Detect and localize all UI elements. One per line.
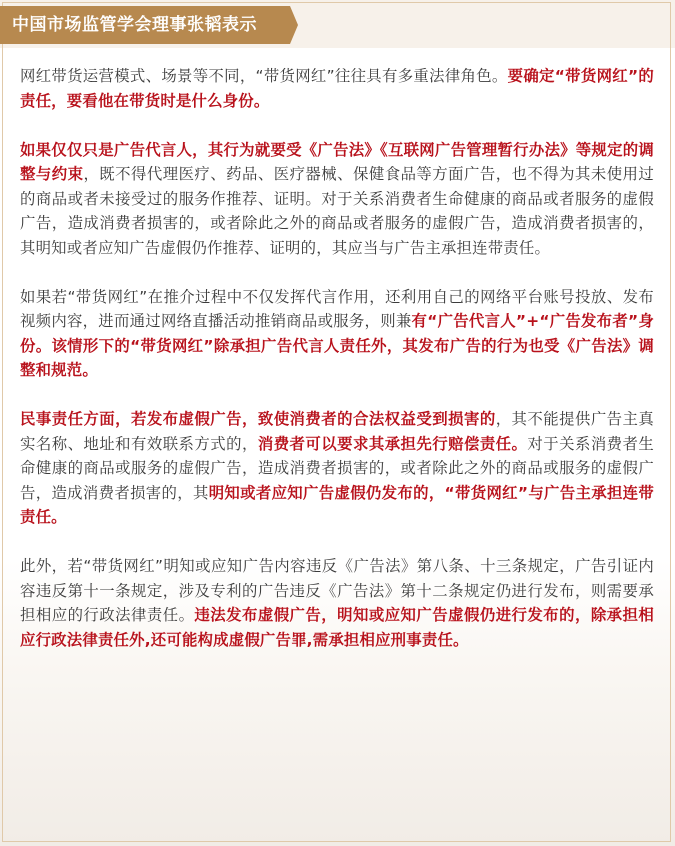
highlight-text: 如果仅仅只是广告代言人，其行为就要受《广告法》《互联网广告管理暂行办法》等规定的调整与约束 [20,140,654,183]
paragraph [20,285,654,383]
paragraph [20,407,654,530]
text-run: 如果若“带货网红”在推介过程中不仅发挥代言作用，还利用自己的网络平台账号投放、发布视频内容，进而通过网络直播活动推销商品或服务，则兼 [20,287,654,330]
highlight-text: 要确定“带货网红”的责任，要看他在带货时是什么身份。 [20,67,654,110]
text-run: ，其不能提供广告主真实名称、地址和有效联系方式的， [20,410,654,453]
text-run: 此外，若“带货网红”明知或应知广告内容违反《广告法》第八条、十三条规定，广告引证内容违反第十一条规定，涉及专利的广告违反《广告法》第十二条规定仍进行发布，则需要承担相应的行政法律责任。 [20,557,654,624]
paragraph [20,64,654,113]
highlight-text: 违法发布虚假广告，明知或应知广告虚假仍进行发布的，除承担相应行政法律责任外,还可能构成虚假广告罪,需承担相应刑事责任。 [20,606,654,649]
highlight-text: 民事责任方面，若发布虚假广告，致使消费者的合法权益受到损害的 [20,410,496,428]
highlight-text: 明知或者应知广告虚假仍发布的，“带货网红”与广告主承担连带责任。 [20,483,654,526]
page-title: 中国市场监管学会理事张韬表示 [12,15,257,35]
highlight-text: 有“广告代言人”+“广告发布者”身份。该情形下的“带货网红”除承担广告代言人责任外，其发布广告的行为也受《广告法》调整和规范。 [20,312,654,379]
highlight-text: 消费者可以要求其承担先行赔偿责任。 [257,434,528,453]
paragraph [20,138,654,261]
text-run: ，既不得代理医疗、药品、医疗器械、保健食品等方面广告，也不得为其未使用过的商品或者未接受过的服务作推荐、证明。对于关系消费者生命健康的商品或者服务的虚假广告，造成消费者损害的，或者除此之外的商品或者服务的虚假广告，造成消费者损害的，其明知或者应知广告虚假仍作推荐、证明的，其应当与广告主承担连带责任。 [20,165,654,257]
text-run: 对于关系消费者生命健康的商品或服务的虚假广告，造成消费者损害的，或者除此之外的商品或服务的虚假广告，造成消费者损害的，其 [20,434,654,502]
article-body [20,64,654,677]
paragraph [20,554,654,652]
text-run: 网红带货运营模式、场景等不同，“带货网红”往往具有多重法律角色。 [20,67,508,85]
